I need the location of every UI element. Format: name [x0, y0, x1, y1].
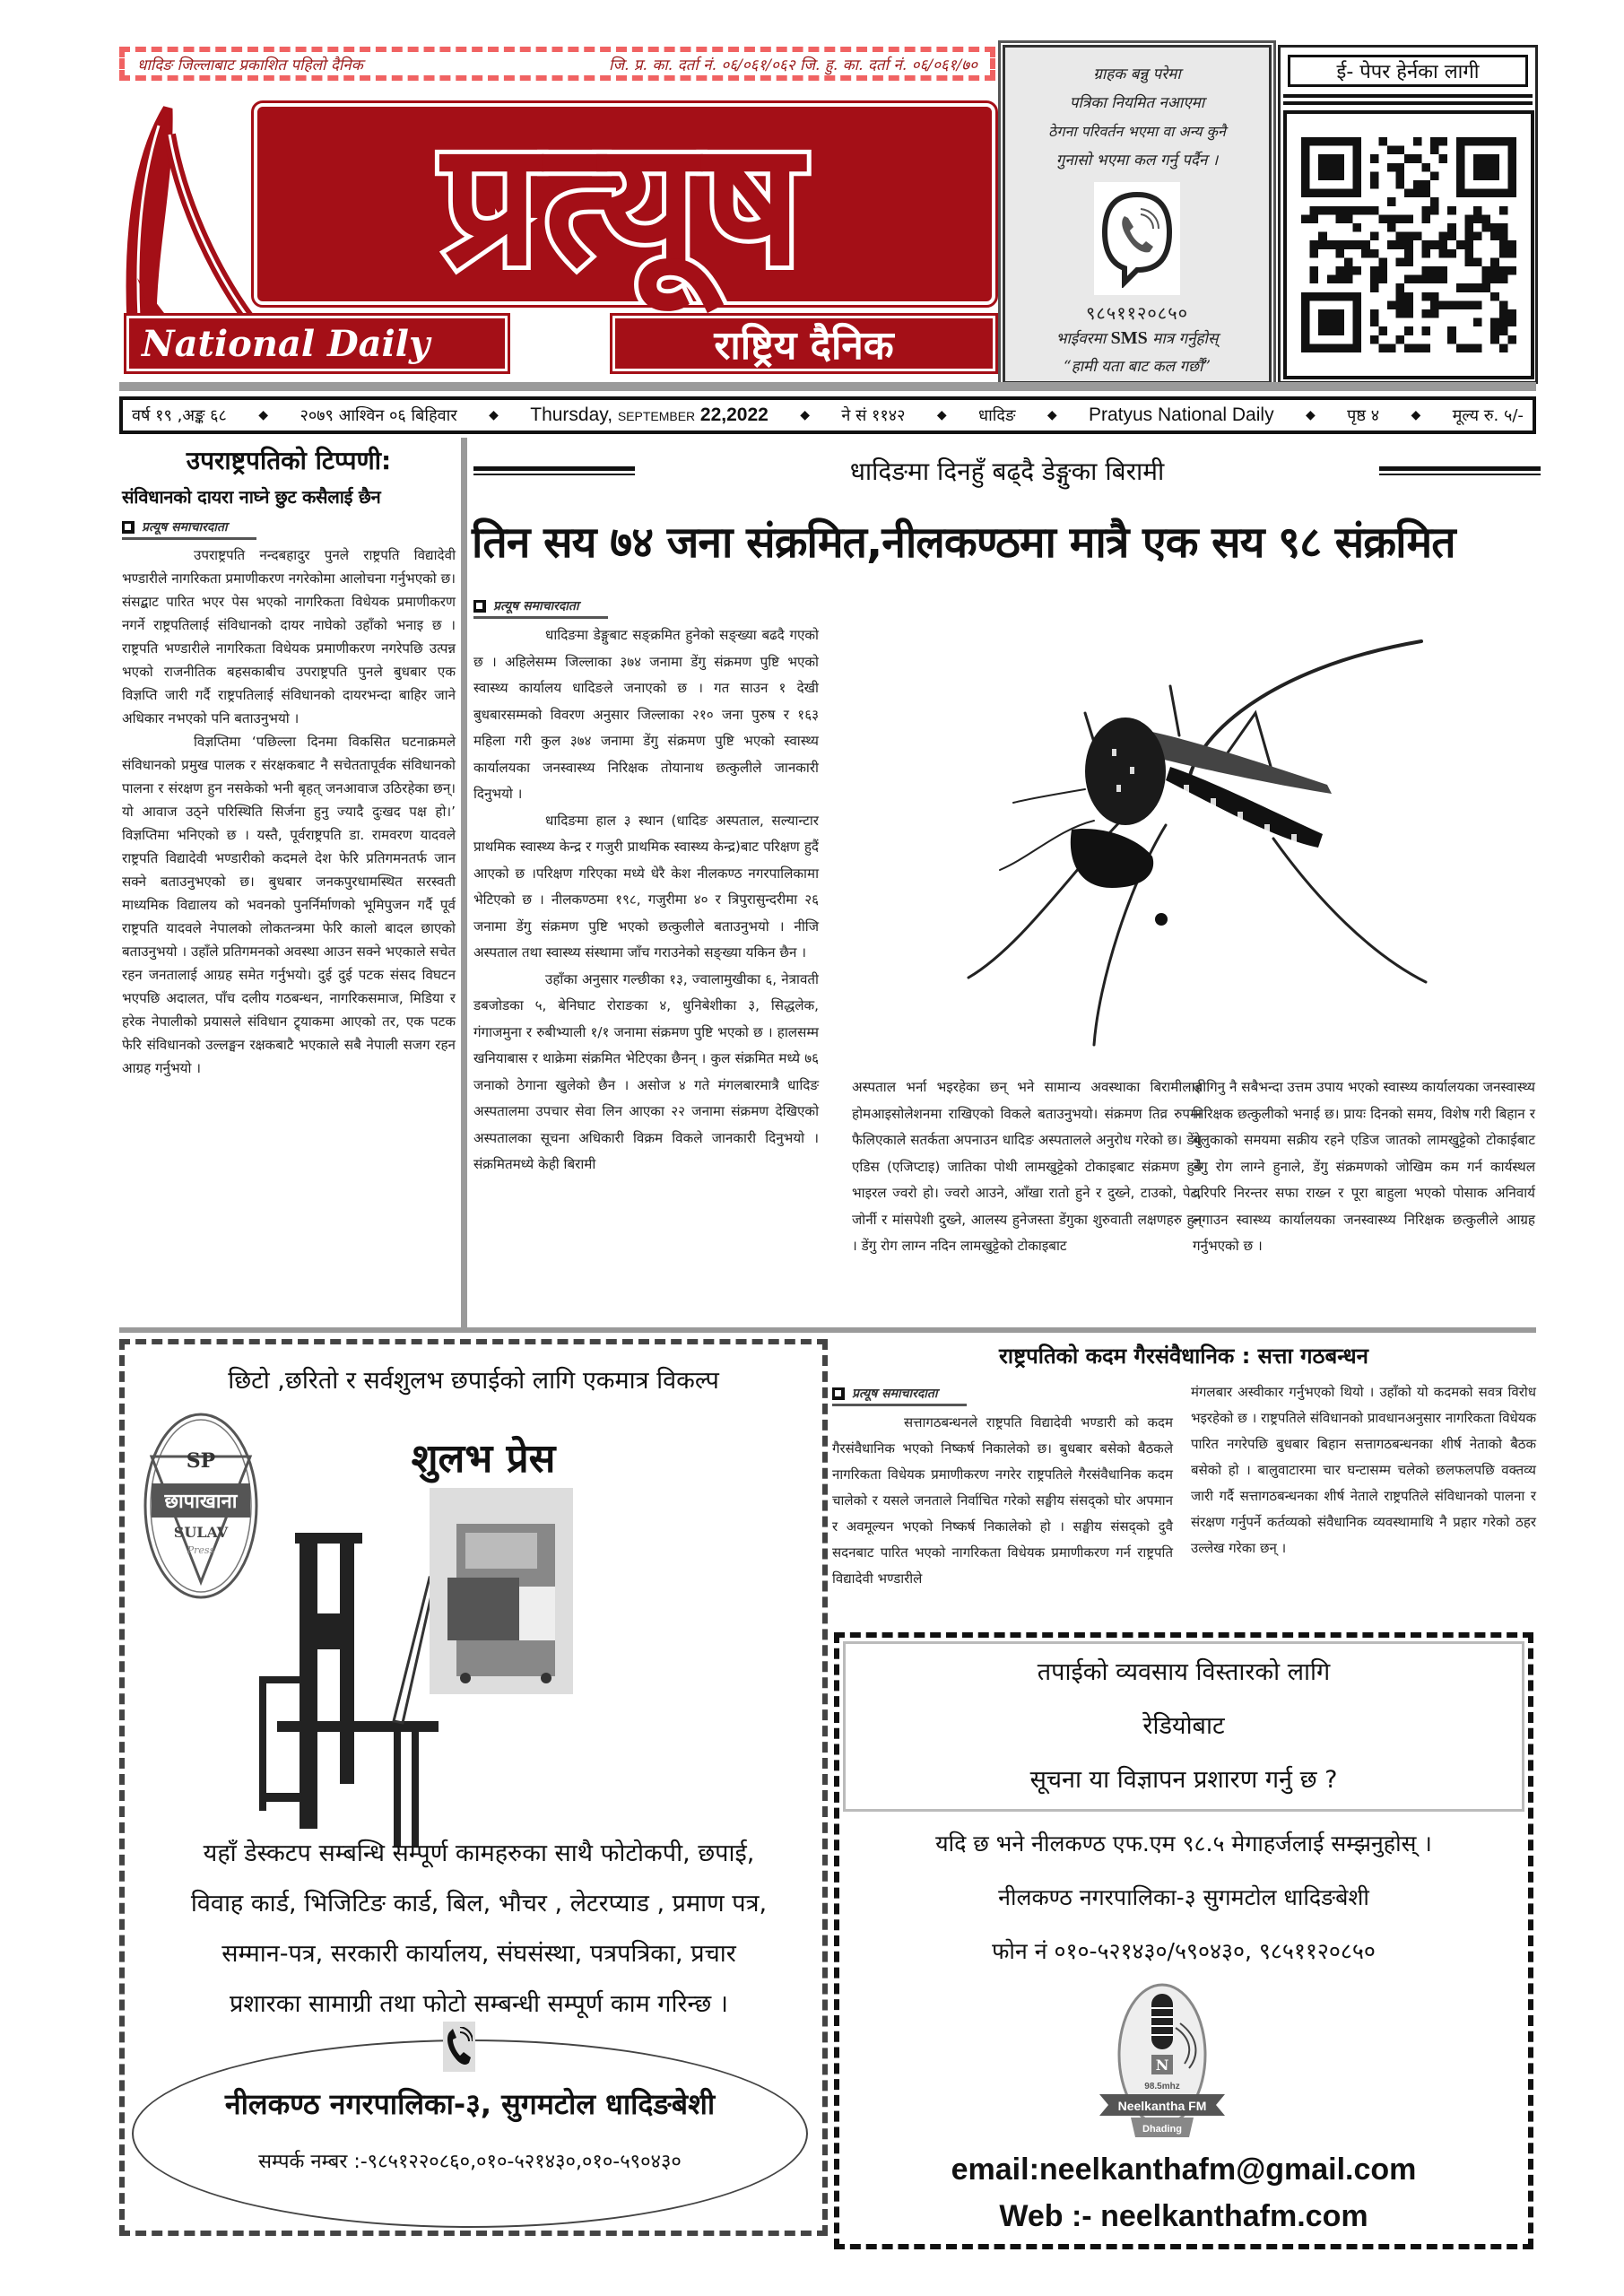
english-date — [530, 404, 769, 426]
district: धादिङ — [978, 406, 1016, 425]
viber-icon — [1094, 182, 1180, 295]
second-story-column-2 — [1191, 1379, 1536, 1561]
main-story-body — [473, 622, 819, 1178]
byline-text: प्रत्यूष समाचारदाता — [493, 599, 579, 613]
subscriber-line: ग्राहक बन्नु परेमा — [1093, 65, 1181, 83]
sms-pre: भाईवरमा — [1055, 330, 1107, 348]
main-story-column-3 — [1193, 1074, 1535, 1260]
call-back-quote: “हामी यता बाट कल गर्छौं” — [1063, 358, 1211, 376]
price: मूल्य रु. ५/- — [1452, 406, 1524, 425]
left-story — [122, 441, 456, 1080]
byline-text: प्रत्यूष समाचारदाता — [852, 1387, 938, 1401]
subscriber-line: ठेगना परिवर्तन भएमा वा अन्य कुनै — [1048, 123, 1226, 140]
neelkantha-fm-logo — [1099, 1983, 1225, 2144]
newspaper-logo — [119, 90, 995, 381]
separator: ◆ — [489, 408, 499, 422]
masthead-registration-strip — [119, 47, 995, 81]
viber-phone-number: ९८५११२०८५० — [1086, 302, 1188, 324]
paragraph: धादिङमा डेङ्गुबाट सङ्क्रमित हुनेको सङ्ख्या बढदै गएको छ । अहिलेसम्म जिल्लाका ३७४ जनामा डेंगु संक्रमण पुष्टि भएको स्वास्थ्य कार्यालय धादिङले जनाएको छ । गत साउन १ देखी बुधबारसम्मको विवरण अनुसार जिल्लाका २१० जना पुरुष र १६३ महिला गरी कुल ३७४ जनामा डेंगु संक्रमण पुष्टि भएको स्वास्थ्य कार्यालयका जनस्वास्थ्य निरिक्षक तोयानाथ छत्कुलीले जानकारी दिनुभयो । — [473, 627, 819, 802]
second-story-column-1 — [832, 1379, 1173, 1592]
hand-press-photo — [259, 1524, 439, 1847]
nepal-sambat: ने सं ११४२ — [841, 406, 906, 425]
sulav-press-advertisement — [119, 1339, 828, 2236]
day-year: 22,2022 — [699, 404, 769, 425]
second-story-body-continued: मंगलबार अस्वीकार गर्नुभएको थियो । उहाँको यो कदमको सवत्र विरोध भइरहेको छ । राष्ट्रपतिले संविधानको प्रावधानअनुसार नागरिकता विधेयक पारित नगरेपछि बुधबार बिहान सत्तागठबन्धनका शीर्ष नेताको बैठक बसेको हो । बालुवाटारमा चार घन्टासम्म चलेको छलफलपछि वक्तव्य जारी गर्दै सत्तागठबन्धनका शीर्ष नेताले राष्ट्रपतिले संविधानको पालना र संरक्षण गर्नुपर्ने कर्तव्यको संवैधानिक व्यवस्थामाथि नै प्रहार गरेको ठहर उल्लेख गरेका छन् । — [1191, 1384, 1536, 1556]
byline — [473, 597, 608, 619]
radio-ad-details — [839, 1817, 1528, 1979]
radio-frequency: 98.5mhz — [1144, 2082, 1180, 2092]
neelkantha-fm-advertisement — [834, 1632, 1533, 2249]
masthead-divider — [119, 382, 1536, 391]
logo-nepali-text: छापाखाना — [164, 1491, 238, 1513]
logo-english-label: National Daily — [126, 316, 508, 371]
kicker-rule — [1379, 466, 1541, 475]
paragraph: विज्ञप्तिमा ‘पछिल्ला दिनमा विकसित घटनाक्रमले संविधानको प्रमुख पालक र संरक्षकबाट नै सचेततापूर्वक संविधानको पालना र संरक्षण हुन नसकेको भनी बृहत् जनआवाज उठिरहेका छन्। यो आवाज उठ्ने परिस्थिति सिर्जना हुनु ज्यादै दुःखद पक्ष हो।’ विज्ञप्तिमा भनिएको छ । यस्तै, पूर्वराष्ट्रपति डा. रामवरण यादवले राष्ट्रपति विद्यादेवी भण्डारीको कदमले देश फेरि प्रतिगमनतर्फ जान सक्ने बताउनुभएको छ। बुधबार जनकपुरधामस्थित सरस्वती माध्यमिक विद्यालय को भवनको पुनर्निर्माणको भूमिपुजन गर्दै पूर्व राष्ट्रपति यादवले नेपालको लोकतन्त्रमा फेरि कालो बादल छाएको बताउनुभयो । उहाँले प्रतिगमनको अवस्था आउन सक्ने भएकाले सचेत रहन जनतालाई आग्रह समेत गर्नुभयो। दुई दुई पटक संसद विघटन भएपछि अदालत, पाँच दलीय गठबन्धन, नागरिकसमाज, मिडिया र हरेक नेपालीको प्रयासले संविधान ट्र्याकमा आएको तर, एक पटक फेरि संविधानको उल्लङ्घन रक्षकबाटै भएकाले सबै नेपाली सजग रहन आग्रह गर्नुभयो । — [122, 734, 456, 1076]
logo-script-text: Press — [187, 1544, 215, 1556]
paragraph: उहाँका अनुसार गल्छीका १३, ज्वालामुखीका ६, नेत्रावती डबजोडका ५, बेनिघाट रोराङका ४, धुनिबेशीका ३, सिद्धलेक, गंगाजमुना र रुबीभ्याली १/१ जनामा संक्रमण पुष्टि भएको छ । हालसम्म खनियाबास र थाक्रेमा संक्रमित भेटिएका छैनन् । कुल संक्रमित मध्ये ७६ जनाको ठेगाना खुलेको छैन । असोज ४ गते मंगलबारमात्रै धादिङ अस्पतालमा उपचार सेवा लिन आएका २२ जनामा संक्रमण देखिएको अस्पतालका सूचना अधिकारी विक्रम विकले जानकारी दिनुभयो । संक्रमितमध्ये केही बिरामी — [473, 970, 819, 1172]
month: SEPTEMBER — [617, 409, 696, 423]
main-story-column-1 — [473, 592, 819, 1178]
edition-info-bar — [119, 396, 1536, 434]
radio-ad-headline-box — [843, 1641, 1524, 1812]
radio-logo-place: Dhading — [1142, 2124, 1182, 2135]
separator: ◆ — [258, 408, 269, 422]
qr-code-frame[interactable] — [1283, 110, 1534, 379]
divider — [1283, 101, 1533, 105]
radio-email-link[interactable]: email:neelkanthafm@gmail.com — [951, 2152, 1417, 2187]
column-divider — [461, 438, 467, 1327]
main-story-kicker: धादिङमा दिनहुँ बढ्दै डेङ्गुका बिरामी — [849, 457, 1165, 486]
main-story-kicker-row — [473, 448, 1541, 493]
qr-code-icon[interactable] — [1301, 137, 1516, 352]
byline-text: प्रत्यूष समाचारदाता — [142, 520, 228, 535]
byline — [832, 1385, 967, 1406]
radio-detail-line: नीलकण्ठ नगरपालिका-३ सुगमटोल धादिङबेशी — [998, 1884, 1369, 1910]
quill-pen-icon — [119, 99, 254, 332]
logo-title: प्रत्यूष — [441, 104, 808, 303]
radio-logo-name: Neelkantha FM — [1117, 2099, 1207, 2113]
main-story-column-2 — [852, 1074, 1202, 1260]
separator: ◆ — [1046, 408, 1057, 422]
logo-title-block — [254, 103, 995, 305]
paragraph: धादिङमा हाल ३ स्थान (धादिङ अस्पताल, सल्यान्टार प्राथमिक स्वास्थ्य केन्द्र र गजुरी प्राथमिक स्वास्थ्य केन्द्र)बाट परिक्षण हुदैं आएको छ ।परिक्षण गरिएका मध्ये धेरै केश नीलकण्ठ नगरपालिकामा भेटिएको छ । नीलकण्ठमा १९८, गजुरीमा ४० र त्रिपुरासुन्दरीमा २६ जनामा डेंगु संक्रमण पुष्टि भएको छत्कुलीले बताउनुभयो । नीजि अस्पताल तथा स्वास्थ्य संस्थामा जाँच गराउनेको सङ्ख्या यकिन छैन । — [473, 812, 819, 961]
separator: ◆ — [1305, 408, 1316, 422]
kicker-rule — [473, 466, 635, 475]
byline-box-icon — [832, 1387, 845, 1400]
radio-detail-line: यदि छ भने नीलकण्ठ एफ.एम ९८.५ मेगाहर्जलाई सम्झनुहोस् । — [935, 1831, 1432, 1857]
byline-box-icon — [122, 521, 135, 534]
service-line: सम्मान-पत्र, सरकारी कार्यालय, संघसंस्था, पत्रपत्रिका, प्रचार — [221, 1940, 736, 1968]
byline — [122, 518, 256, 540]
main-headline: तिन सय ७४ जना संक्रमित,नीलकण्ठमा मात्रै एक सय ९८ संक्रमित — [472, 517, 1455, 568]
mosquito-photo — [897, 632, 1507, 1063]
epaper-label: ई- पेपर हेर्नका लागी — [1288, 55, 1528, 87]
radio-phone-line[interactable]: फोन नं ०१०-५२१४३०/५९०४३०, ९८५११२०८५० — [992, 1938, 1376, 1964]
press-address: नीलकण्ठ नगरपालिका-३, सुगमटोल धादिङबेशी — [224, 2087, 716, 2121]
logo-nepali-label: राष्ट्रिय दैनिक — [612, 316, 995, 371]
radio-website-link[interactable]: Web :- neelkanthafm.com — [999, 2199, 1368, 2233]
epaper-qr-box — [1278, 45, 1538, 384]
press-services-list — [134, 1829, 824, 2030]
sms-instruction — [1056, 325, 1219, 352]
sms-post: मात्र गर्नुहोस् — [1152, 330, 1219, 348]
nepali-date: २०७९ आश्विन ०६ बिहिवार — [300, 406, 457, 425]
subscriber-info-box — [1003, 45, 1272, 384]
service-line: यहाँ डेस्कटप सम्बन्धि सम्पूर्ण कामहरुका साथै फोटोकपी, छपाई, — [203, 1839, 755, 1867]
subscriber-line: गुनासो भएमा कल गर्नु पर्दैन । — [1055, 152, 1219, 170]
service-line: प्रशारका सामाग्री तथा फोटो सम्बन्धी सम्पूर्ण काम गरिन्छ । — [229, 1990, 729, 2018]
sms-label: SMS — [1110, 328, 1148, 348]
offset-press-photo — [430, 1488, 573, 1694]
radio-headline-line: सूचना या विज्ञापन प्रशारण गर्नु छ ? — [1029, 1766, 1338, 1794]
second-story-body: सत्तागठबन्धनले राष्ट्रपति विद्यादेवी भण्डारी को कदम गैरसंवैधानिक भएको निष्कर्ष निकालेको छ। बुधबार बसेको बैठकले नागरिकता विधेयक प्रमाणीकरण नगरेर राष्ट्रपतिले गैरसंवैधानिक कदम चालेको र यसले जनताले निर्वाचित गरेको सङ्घीय संसद्को घोर अपमान र अवमूल्यन भएको निष्कर्ष निकालेको हो । सङ्घीय संसद्को दुवै सदनबाट पारित भएको नागरिकता विधेयक प्रमाणीकरण गर्न राष्ट्रपति विद्यादेवी भण्डारीले — [832, 1414, 1173, 1587]
first-daily-tagline: धादिङ जिल्लाबाट प्रकाशित पहिलो दैनिक — [137, 56, 363, 74]
paragraph: उपराष्ट्रपति नन्दबहादुर पुनले राष्ट्रपति विद्यादेवी भण्डारीले नागरिकता प्रमाणीकरण नगरेकोमा आलोचना गर्नुभएको छ। संसद्बाट पारित भएर पेस भएको नागरिकता विधेयक प्रमाणीकरण नगर्ने राष्ट्रपतिलाई संविधानको दायर नाघेको उहाँको भनाइ छ । राष्ट्रपति भण्डारीले नागरिकता विधेयक प्रमाणीकरण नगरेपछि उत्पन्न भएको राजनीतिक बहसकाबीच उपराष्ट्रपति पुनले बुधबार एक विज्ञप्ति जारी गर्दै राष्ट्रपतिलाई संविधानको दायरभन्दा बाहिर जाने अधिकार नभएको पनि बताउनुभयो । — [122, 547, 456, 726]
second-story-headline: राष्ट्रपतिको कदम गैरसंवैधानिक : सत्ता गठबन्धन — [999, 1344, 1368, 1369]
byline-box-icon — [473, 600, 486, 613]
subscriber-line: पत्रिका नियमित नआएमा — [1069, 94, 1205, 112]
press-contact-numbers[interactable]: सम्पर्क नम्बर :-९८५१२२०८६०,०१०-५२१४३०,०१०-५९०४३० — [258, 2151, 682, 2173]
main-story-body-continued: जोगिनु नै सबैभन्दा उत्तम उपाय भएको स्वास्थ्य कार्यालयका जनस्वास्थ्य निरिक्षक छत्कुलीको भनाई छ। प्रायः दिनको समय, विशेष गरी बिहान र बेलुकाको समयमा सक्रीय रहने एडिज जातको लामखुट्टेको टोकाईबाट डेंगु रोग लाग्ने हुनाले, डेंगु संक्रमणको जोखिम कम गर्न कार्यस्थल वरिपरि निरन्तर सफा राख्न र पूरा बाहुला भएको पोसाक अनिवार्य लगाउन स्वास्थ्य कार्यालयका जनस्वास्थ्य निरिक्षक छत्कुलीले आग्रह गर्नुभएको छ । — [1193, 1079, 1535, 1254]
section-divider — [119, 1327, 1536, 1333]
separator: ◆ — [1411, 408, 1421, 422]
svg-text:N: N — [1155, 2057, 1169, 2074]
separator: ◆ — [800, 408, 810, 422]
radio-headline-line: रेडियोबाट — [1142, 1712, 1225, 1740]
sulav-press-logo — [143, 1412, 259, 1600]
logo-english-text: SULAV — [173, 1524, 229, 1541]
main-story-body-continued: अस्पताल भर्ना भइरहेका छन् भने सामान्य अवस्थाका बिरामीलाई होमआइसोलेशनमा राखिएको विकले बताउनुभयो। संक्रमण तिव्र रुपमा फैलिएकाले सतर्कता अपनाउन धादिङ अस्पतालले अनुरोध गरेको छ। डेंगु एडिस (एजिप्टाइ) जातिका पोथी लामखुट्टेको टोकाइबाट संक्रमण हुने भाइरल ज्वरो हो। ज्वरो आउने, आँखा रातो हुने र दुख्ने, टाउको, पेट, जोर्नी र मांसपेशी दुख्ने, आलस्य हुनेजस्ता डेंगुका शुरुवाती लक्षणहरु हुन् । डेंगु रोग लाग्न नदिन लामखुट्टेको टोकाइबाट — [852, 1079, 1202, 1254]
page-number: पृष्ठ ४ — [1347, 406, 1380, 425]
phone-icon — [443, 2022, 475, 2072]
press-tagline: छिटो ,छरितो र सर्वशुलभ छपाईको लागि एकमात्र विकल्प — [228, 1367, 719, 1395]
service-line: विवाह कार्ड, भिजिटिङ कार्ड, बिल, भौचर , लेटरप्याड , प्रमाण पत्र, — [190, 1890, 768, 1918]
radio-headline-line: तपाईको व्यवसाय विस्तारको लागि — [1037, 1658, 1331, 1686]
registration-number: जि. प्र. का. दर्ता नं. ०६/०६१/०६२ जि. हु. का. दर्ता नं. ०६/०६१/७० — [609, 56, 977, 74]
divider — [1283, 94, 1533, 98]
separator: ◆ — [936, 408, 947, 422]
weekday: Thursday, — [530, 404, 613, 425]
left-story-body — [122, 544, 456, 1080]
press-name: शुलभ प्रेस — [411, 1436, 556, 1482]
volume-issue: वर्ष १९ ,अङ्क ६८ — [132, 406, 227, 425]
left-story-subtitle: संविधानको दायरा नाघ्ने छुट कसैलाई छैन — [122, 486, 381, 508]
logo-initials: SP — [186, 1449, 216, 1473]
left-story-title: उपराष्ट्रपतिको टिप्पणी: — [186, 446, 392, 475]
paper-name: Pratyus National Daily — [1088, 404, 1274, 425]
